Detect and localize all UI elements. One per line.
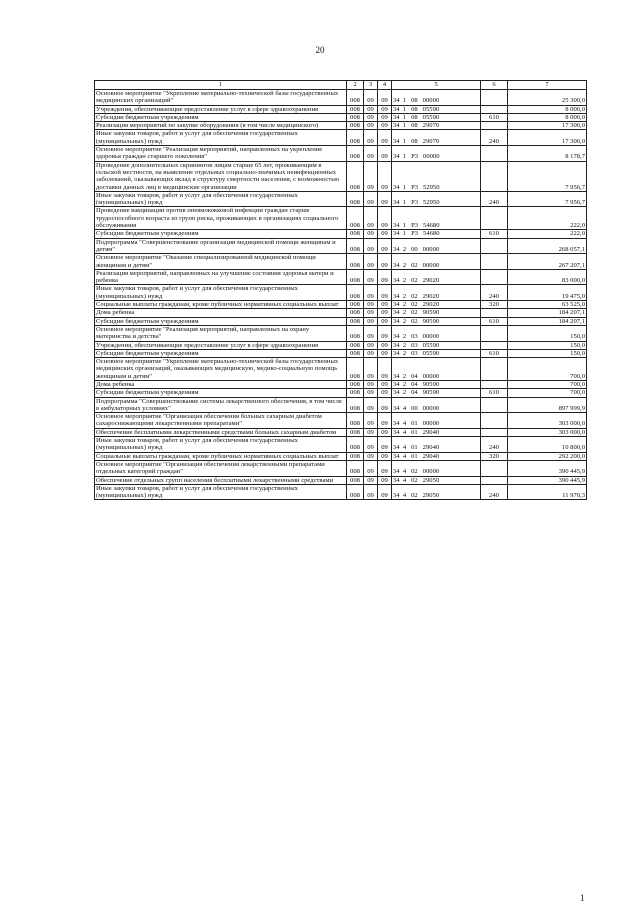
ministry-code-cell: 008 (347, 460, 364, 476)
table-row (95, 130, 587, 146)
table-header-row (95, 81, 587, 90)
section-code-cell: 09 (364, 105, 378, 113)
section-code-cell: 09 (364, 452, 378, 460)
table-row (95, 317, 587, 325)
ministry-code-cell: 008 (347, 238, 364, 254)
amount-cell: 83 000,0 (508, 269, 587, 285)
expense-type-cell (481, 341, 508, 349)
row-name-cell: Дома ребенка (95, 309, 347, 317)
row-name-cell: Субсидии бюджетным учреждениям (95, 349, 347, 357)
table-row (95, 254, 587, 270)
ministry-code-cell: 008 (347, 358, 364, 381)
target-article-cell: 34 1 08 00000 (392, 90, 481, 106)
subsection-code-cell: 09 (378, 437, 392, 453)
corner-mark: 1 (580, 893, 585, 903)
amount-cell: 8 178,7 (508, 146, 587, 162)
section-code-cell: 09 (364, 437, 378, 453)
table-row (95, 452, 587, 460)
ministry-code-cell: 008 (347, 349, 364, 357)
section-code-cell: 09 (364, 238, 378, 254)
expense-type-cell (481, 380, 508, 388)
expense-type-cell: 240 (481, 285, 508, 301)
table-row (95, 238, 587, 254)
expense-type-cell (481, 325, 508, 341)
ministry-code-cell: 008 (347, 285, 364, 301)
row-name-cell: Иные закупки товаров, работ и услуг для обеспечения государственных (муниципальных) нужд (95, 285, 347, 301)
table-row (95, 413, 587, 429)
row-name-cell: Основное мероприятие "Реализация мероприятий, направленных на укрепление здоровья граждан старшего поколения" (95, 146, 347, 162)
amount-cell: 17 300,0 (508, 130, 587, 146)
target-article-cell: 34 2 02 00000 (392, 254, 481, 270)
amount-cell: 7 956,7 (508, 161, 587, 191)
amount-cell: 292 200,0 (508, 452, 587, 460)
ministry-code-cell: 008 (347, 317, 364, 325)
expense-type-cell (481, 161, 508, 191)
table-row (95, 397, 587, 413)
amount-cell: 63 525,0 (508, 301, 587, 309)
expense-type-cell: 610 (481, 317, 508, 325)
section-code-cell: 09 (364, 301, 378, 309)
section-code-cell: 09 (364, 113, 378, 121)
expense-type-cell (481, 122, 508, 130)
table-row (95, 301, 587, 309)
row-name-cell: Учреждения, обеспечивающие предоставление услуг в сфере здравоохранения (95, 341, 347, 349)
table-row (95, 389, 587, 397)
target-article-cell: 34 1 08 05590 (392, 105, 481, 113)
expense-type-cell (481, 476, 508, 484)
amount-cell: 222,0 (508, 207, 587, 230)
section-code-cell: 09 (364, 146, 378, 162)
expense-type-cell (481, 309, 508, 317)
ministry-code-cell: 008 (347, 452, 364, 460)
ministry-code-cell: 008 (347, 380, 364, 388)
table-row (95, 484, 587, 500)
ministry-code-cell: 008 (347, 122, 364, 130)
row-name-cell: Иные закупки товаров, работ и услуг для обеспечения государственных (муниципальных) нужд (95, 130, 347, 146)
section-code-cell: 09 (364, 325, 378, 341)
subsection-code-cell: 09 (378, 341, 392, 349)
expense-type-cell (481, 460, 508, 476)
target-article-cell: 34 2 04 00000 (392, 358, 481, 381)
row-name-cell: Обеспечение отдельных групп населения бесплатными лекарственными средствами (95, 476, 347, 484)
subsection-code-cell: 09 (378, 389, 392, 397)
row-name-cell: Субсидии бюджетным учреждениям (95, 113, 347, 121)
subsection-code-cell: 09 (378, 325, 392, 341)
ministry-code-cell: 008 (347, 325, 364, 341)
amount-cell: 303 000,0 (508, 428, 587, 436)
expense-type-cell (481, 428, 508, 436)
amount-cell: 10 800,0 (508, 437, 587, 453)
row-name-cell: Подпрограмма "Совершенствование системы лекарственного обеспечения, в том числе в амбулаторных условиях" (95, 397, 347, 413)
expense-type-cell: 610 (481, 389, 508, 397)
amount-cell: 19 475,0 (508, 285, 587, 301)
subsection-code-cell: 09 (378, 460, 392, 476)
table-row (95, 358, 587, 381)
subsection-code-cell: 09 (378, 476, 392, 484)
amount-cell: 700,0 (508, 380, 587, 388)
row-name-cell: Основное мероприятие "Укрепление материально-технической базы государственных медицинских организаций" (95, 90, 347, 106)
target-article-cell: 34 1 08 29070 (392, 122, 481, 130)
target-article-cell: 34 4 00 00000 (392, 397, 481, 413)
target-article-cell: 34 2 04 90590 (392, 380, 481, 388)
column-header: 5 (392, 81, 481, 90)
ministry-code-cell: 008 (347, 230, 364, 238)
table-row (95, 476, 587, 484)
column-header: 4 (378, 81, 392, 90)
ministry-code-cell: 008 (347, 146, 364, 162)
ministry-code-cell: 008 (347, 341, 364, 349)
table-row (95, 349, 587, 357)
row-name-cell: Субсидии бюджетным учреждениям (95, 389, 347, 397)
subsection-code-cell: 09 (378, 428, 392, 436)
table-row (95, 428, 587, 436)
target-article-cell: 34 2 03 05590 (392, 341, 481, 349)
section-code-cell: 09 (364, 484, 378, 500)
table-row (95, 269, 587, 285)
amount-cell: 25 300,0 (508, 90, 587, 106)
target-article-cell: 34 1 P3 54680 (392, 207, 481, 230)
amount-cell: 150,0 (508, 325, 587, 341)
subsection-code-cell: 09 (378, 230, 392, 238)
subsection-code-cell: 09 (378, 105, 392, 113)
table-row (95, 122, 587, 130)
target-article-cell: 34 2 02 90590 (392, 309, 481, 317)
ministry-code-cell: 008 (347, 90, 364, 106)
subsection-code-cell: 09 (378, 207, 392, 230)
section-code-cell: 09 (364, 191, 378, 207)
amount-cell: 390 445,9 (508, 460, 587, 476)
section-code-cell: 09 (364, 397, 378, 413)
section-code-cell: 09 (364, 285, 378, 301)
expense-type-cell: 610 (481, 349, 508, 357)
target-article-cell: 34 2 02 29020 (392, 269, 481, 285)
section-code-cell: 09 (364, 389, 378, 397)
ministry-code-cell: 008 (347, 301, 364, 309)
subsection-code-cell: 09 (378, 317, 392, 325)
subsection-code-cell: 09 (378, 285, 392, 301)
target-article-cell: 34 2 02 29020 (392, 285, 481, 301)
row-name-cell: Основное мероприятие "Организация обеспечения больных сахарным диабетом сахароснижающими лекарственными препаратами" (95, 413, 347, 429)
table-row (95, 161, 587, 191)
subsection-code-cell: 09 (378, 301, 392, 309)
subsection-code-cell: 09 (378, 452, 392, 460)
amount-cell: 150,0 (508, 341, 587, 349)
section-code-cell: 09 (364, 309, 378, 317)
section-code-cell: 09 (364, 460, 378, 476)
table-row (95, 191, 587, 207)
target-article-cell: 34 4 02 29050 (392, 484, 481, 500)
target-article-cell: 34 1 P3 54680 (392, 230, 481, 238)
target-article-cell: 34 2 02 29020 (392, 301, 481, 309)
ministry-code-cell: 008 (347, 428, 364, 436)
subsection-code-cell: 09 (378, 309, 392, 317)
ministry-code-cell: 008 (347, 254, 364, 270)
ministry-code-cell: 008 (347, 191, 364, 207)
target-article-cell: 34 4 01 29040 (392, 437, 481, 453)
section-code-cell: 09 (364, 130, 378, 146)
target-article-cell: 34 1 P3 00000 (392, 146, 481, 162)
subsection-code-cell: 09 (378, 191, 392, 207)
row-name-cell: Учреждения, обеспечивающие предоставление услуг в сфере здравоохранения (95, 105, 347, 113)
expense-type-cell (481, 207, 508, 230)
table-row (95, 90, 587, 106)
target-article-cell: 34 4 01 00000 (392, 413, 481, 429)
section-code-cell: 09 (364, 90, 378, 106)
row-name-cell: Субсидии бюджетным учреждениям (95, 317, 347, 325)
amount-cell: 700,0 (508, 358, 587, 381)
target-article-cell: 34 2 03 00000 (392, 325, 481, 341)
amount-cell: 184 207,1 (508, 317, 587, 325)
row-name-cell: Иные закупки товаров, работ и услуг для обеспечения государственных (муниципальных) нужд (95, 484, 347, 500)
section-code-cell: 09 (364, 341, 378, 349)
expense-type-cell (481, 90, 508, 106)
ministry-code-cell: 008 (347, 476, 364, 484)
row-name-cell: Подпрограмма "Совершенствование организации медицинской помощи женщинам и детям" (95, 238, 347, 254)
subsection-code-cell: 09 (378, 146, 392, 162)
subsection-code-cell: 09 (378, 113, 392, 121)
subsection-code-cell: 09 (378, 269, 392, 285)
subsection-code-cell: 09 (378, 254, 392, 270)
target-article-cell: 34 4 01 29040 (392, 428, 481, 436)
expense-type-cell (481, 269, 508, 285)
target-article-cell: 34 2 02 90590 (392, 317, 481, 325)
expense-type-cell (481, 238, 508, 254)
ministry-code-cell: 008 (347, 413, 364, 429)
ministry-code-cell: 008 (347, 161, 364, 191)
subsection-code-cell: 09 (378, 130, 392, 146)
target-article-cell: 34 4 02 00000 (392, 460, 481, 476)
table-row (95, 105, 587, 113)
row-name-cell: Обеспечение бесплатными лекарственными средствами больных сахарным диабетом (95, 428, 347, 436)
expense-type-cell (481, 397, 508, 413)
section-code-cell: 09 (364, 122, 378, 130)
budget-table (94, 80, 587, 500)
row-name-cell: Дома ребенка (95, 380, 347, 388)
amount-cell: 150,0 (508, 349, 587, 357)
table-row (95, 309, 587, 317)
expense-type-cell (481, 358, 508, 381)
ministry-code-cell: 008 (347, 389, 364, 397)
ministry-code-cell: 008 (347, 437, 364, 453)
section-code-cell: 09 (364, 358, 378, 381)
expense-type-cell: 610 (481, 113, 508, 121)
ministry-code-cell: 008 (347, 105, 364, 113)
amount-cell: 8 000,0 (508, 105, 587, 113)
subsection-code-cell: 09 (378, 413, 392, 429)
ministry-code-cell: 008 (347, 113, 364, 121)
target-article-cell: 34 2 03 05590 (392, 349, 481, 357)
target-article-cell: 34 2 00 00000 (392, 238, 481, 254)
amount-cell: 11 970,3 (508, 484, 587, 500)
amount-cell: 222,0 (508, 230, 587, 238)
subsection-code-cell: 09 (378, 90, 392, 106)
amount-cell: 267 207,1 (508, 254, 587, 270)
table-row (95, 437, 587, 453)
subsection-code-cell: 09 (378, 397, 392, 413)
expense-type-cell: 320 (481, 301, 508, 309)
table-row (95, 113, 587, 121)
row-name-cell: Основное мероприятие "Оказание специализированной медицинской помощи женщинам и детям" (95, 254, 347, 270)
expense-type-cell: 610 (481, 230, 508, 238)
column-header: 2 (347, 81, 364, 90)
section-code-cell: 09 (364, 317, 378, 325)
section-code-cell: 09 (364, 161, 378, 191)
expense-type-cell: 320 (481, 452, 508, 460)
table-row (95, 380, 587, 388)
subsection-code-cell: 09 (378, 358, 392, 381)
expense-type-cell (481, 413, 508, 429)
section-code-cell: 09 (364, 207, 378, 230)
amount-cell: 17 300,0 (508, 122, 587, 130)
target-article-cell: 34 1 P3 52950 (392, 191, 481, 207)
table-row (95, 230, 587, 238)
section-code-cell: 09 (364, 269, 378, 285)
subsection-code-cell: 09 (378, 161, 392, 191)
column-header: 6 (481, 81, 508, 90)
page-number: 20 (315, 45, 325, 55)
table-row (95, 207, 587, 230)
row-name-cell: Иные закупки товаров, работ и услуг для обеспечения государственных (муниципальных) нужд (95, 191, 347, 207)
amount-cell: 897 999,9 (508, 397, 587, 413)
ministry-code-cell: 008 (347, 269, 364, 285)
section-code-cell: 09 (364, 428, 378, 436)
expense-type-cell (481, 105, 508, 113)
section-code-cell: 09 (364, 349, 378, 357)
amount-cell: 184 207,1 (508, 309, 587, 317)
section-code-cell: 09 (364, 254, 378, 270)
amount-cell: 700,0 (508, 389, 587, 397)
table-row (95, 285, 587, 301)
column-header: 3 (364, 81, 378, 90)
row-name-cell: Проведение дополнительных скринингов лицам старше 65 лет, проживающим в сельской местности, на выявление отдельных социально-значимых неинфекционных заболеваний, оказывающих вклад в структуру смертности населения, с возможностью доставки данных лиц в медицинские организации (95, 161, 347, 191)
expense-type-cell: 240 (481, 484, 508, 500)
row-name-cell: Реализация мероприятий, направленных на улучшение состояния здоровья матери и ребенка (95, 269, 347, 285)
ministry-code-cell: 008 (347, 309, 364, 317)
subsection-code-cell: 09 (378, 122, 392, 130)
subsection-code-cell: 09 (378, 238, 392, 254)
row-name-cell: Основное мероприятие "Реализация мероприятий, направленных на охрану материнства и детства" (95, 325, 347, 341)
ministry-code-cell: 008 (347, 484, 364, 500)
amount-cell: 8 000,0 (508, 113, 587, 121)
row-name-cell: Проведение вакцинации против пневмококковой инфекции граждан старше трудоспособного возраста из групп риска, проживающих в организациях социального обслуживания (95, 207, 347, 230)
table-row (95, 460, 587, 476)
ministry-code-cell: 008 (347, 397, 364, 413)
ministry-code-cell: 008 (347, 130, 364, 146)
amount-cell: 268 057,1 (508, 238, 587, 254)
expense-type-cell (481, 254, 508, 270)
row-name-cell: Субсидии бюджетным учреждениям (95, 230, 347, 238)
table-row (95, 341, 587, 349)
table-row (95, 146, 587, 162)
expense-type-cell: 240 (481, 130, 508, 146)
subsection-code-cell: 09 (378, 349, 392, 357)
row-name-cell: Социальные выплаты гражданам, кроме публичных нормативных социальных выплат (95, 452, 347, 460)
section-code-cell: 09 (364, 476, 378, 484)
section-code-cell: 09 (364, 380, 378, 388)
expense-type-cell (481, 146, 508, 162)
subsection-code-cell: 09 (378, 380, 392, 388)
row-name-cell: Реализация мероприятий по закупке оборудования (в том числе медицинского) (95, 122, 347, 130)
amount-cell: 390 445,9 (508, 476, 587, 484)
row-name-cell: Иные закупки товаров, работ и услуг для обеспечения государственных (муниципальных) нужд (95, 437, 347, 453)
section-code-cell: 09 (364, 413, 378, 429)
row-name-cell: Основное мероприятие "Организация обеспечения лекарственными препаратами отдельных категорий граждан" (95, 460, 347, 476)
target-article-cell: 34 4 01 29040 (392, 452, 481, 460)
column-header: 1 (95, 81, 347, 90)
amount-cell: 7 956,7 (508, 191, 587, 207)
ministry-code-cell: 008 (347, 207, 364, 230)
target-article-cell: 34 1 08 05590 (392, 113, 481, 121)
expense-type-cell: 240 (481, 437, 508, 453)
row-name-cell: Основное мероприятие "Укрепление материально-технической базы государственных медицинских организаций, оказывающих медицинскую, медико-социальную помощь женщинам и детям" (95, 358, 347, 381)
target-article-cell: 34 1 08 29070 (392, 130, 481, 146)
expense-type-cell: 240 (481, 191, 508, 207)
target-article-cell: 34 2 04 90590 (392, 389, 481, 397)
target-article-cell: 34 4 02 29050 (392, 476, 481, 484)
column-header: 7 (508, 81, 587, 90)
target-article-cell: 34 1 P3 52950 (392, 161, 481, 191)
section-code-cell: 09 (364, 230, 378, 238)
amount-cell: 303 000,0 (508, 413, 587, 429)
row-name-cell: Социальные выплаты гражданам, кроме публичных нормативных социальных выплат (95, 301, 347, 309)
subsection-code-cell: 09 (378, 484, 392, 500)
table-row (95, 325, 587, 341)
